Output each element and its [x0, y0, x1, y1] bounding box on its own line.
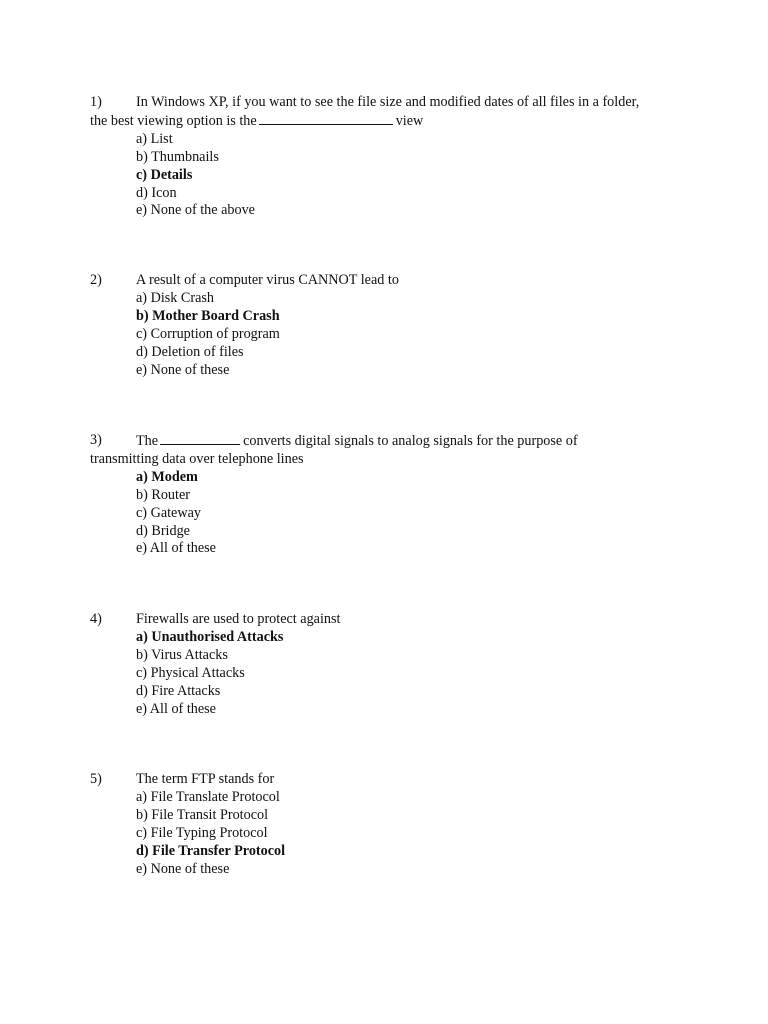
option: e) None of these [136, 361, 230, 378]
option: e) All of these [136, 700, 216, 717]
option: a) Disk Crash [136, 289, 215, 306]
options-list [90, 290, 690, 380]
option: b) File Transit Protocol [136, 806, 269, 823]
question-5-line [90, 771, 690, 789]
question-number: 5) [90, 771, 102, 787]
option: b) Thumbnails [136, 148, 219, 165]
options-list [90, 469, 690, 559]
option: b) Router [136, 486, 190, 503]
option: d) Bridge [136, 522, 190, 539]
question-text: In Windows XP, if you want to see the file size and modified dates of all files in a folder, [136, 94, 640, 110]
question-2 [90, 272, 690, 379]
option: c) Corruption of program [136, 325, 280, 342]
answer-blank [160, 432, 240, 445]
question-text-part: The [136, 433, 159, 449]
option: d) Deletion of files [136, 343, 244, 360]
option: c) File Typing Protocol [136, 824, 268, 841]
option: c) Physical Attacks [136, 664, 245, 681]
question-1-continuation [90, 112, 690, 131]
question-text: Firewalls are used to protect against [136, 611, 341, 627]
option: a) List [136, 130, 173, 147]
option: e) None of these [136, 860, 230, 877]
option: e) All of these [136, 540, 216, 557]
option: e) None of the above [136, 202, 255, 219]
question-number: 3) [90, 432, 102, 448]
option-correct: d) File Transfer Protocol [136, 842, 286, 859]
question-text [136, 432, 578, 451]
option: b) Virus Attacks [136, 646, 228, 663]
question-1 [90, 94, 690, 220]
option: d) Fire Attacks [136, 682, 221, 699]
question-3-continuation: transmitting data over telephone lines [90, 450, 304, 467]
question-number: 2) [90, 272, 102, 288]
options-list [90, 131, 690, 221]
question-4 [90, 611, 690, 718]
question-2-line [90, 272, 690, 290]
option-correct: a) Unauthorised Attacks [136, 628, 284, 645]
option-correct: b) Mother Board Crash [136, 307, 280, 324]
question-4-line [90, 611, 690, 629]
question-5 [90, 771, 690, 878]
question-text-part: converts digital signals to analog signals for the purpose of [243, 433, 578, 449]
question-text: A result of a computer virus CANNOT lead to [136, 272, 399, 288]
question-1-line [90, 94, 690, 112]
option-correct: c) Details [136, 166, 193, 183]
question-3 [90, 432, 690, 558]
option: a) File Translate Protocol [136, 788, 280, 805]
question-text-part: the best viewing option is the [90, 112, 257, 129]
answer-blank [259, 112, 393, 125]
question-text: The term FTP stands for [136, 771, 275, 787]
question-3-line [90, 432, 690, 451]
question-number: 4) [90, 611, 102, 627]
question-number: 1) [90, 94, 102, 110]
question-text-part: view [395, 112, 424, 129]
option: c) Gateway [136, 504, 201, 521]
option-correct: a) Modem [136, 468, 198, 485]
option: d) Icon [136, 184, 177, 201]
options-list [90, 629, 690, 719]
options-list [90, 789, 690, 879]
